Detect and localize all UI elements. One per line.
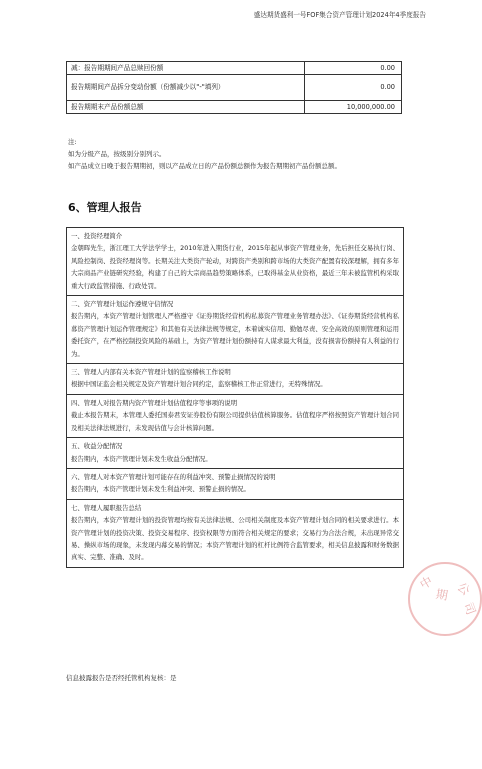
company-seal-stamp: 中 期 公 司 (408, 562, 482, 636)
row-value: 0.00 (305, 62, 402, 75)
block-title: 六、管理人对本资产管理计划可能存在的利益冲突、预警止损情况的说明 (71, 472, 276, 481)
block-title: 三、管理人内部有关本资产管理计划的监察稽核工作说明 (71, 368, 231, 377)
block-title: 一、投资经理简介 (71, 232, 123, 240)
block-text: 根据中国证监会相关规定及资产管理计划合同约定，监察稽核工作正常进行，无特殊情况。 (71, 380, 327, 389)
table-notes (68, 136, 408, 172)
row-label: 报告期期末产品份额总额 (67, 101, 305, 114)
report-header: 盛达期货盛利一号FOF集合资产管理计划2024年4季度报告 (253, 11, 426, 19)
notes-label: 注: (68, 138, 77, 146)
section-title: 6、管理人报告 (68, 201, 142, 214)
report-block (67, 500, 403, 567)
note-line: 如为分级产品，按级别分别列示。 (68, 150, 166, 158)
note-line: 如产品成立日晚于报告期期初，则以产品成立日的产品份额总额作为报告期期初产品份额总额。 (68, 162, 341, 170)
block-text: 报告期内，本资产管理计划的投资管理均按有关法律法规、公司相关制度及本资产管理计划合同的相关要求进行。本资产管理计划的投资决策、投资交易程序、投资权限等方面符合相关规定的要求；交易行为合法合规，未出现异常交易、操纵市场的现象，未发现内幕交易的情况；本资产管理计划的杠杆比例符合监管要求，相关信息披露和财务数据真实、完整、准确、及时。 (71, 516, 399, 562)
report-block (67, 296, 403, 364)
report-block (67, 364, 403, 395)
block-text: 报告期内，本资产管理计划未发生收益分配情况。 (71, 454, 212, 463)
block-title: 五、收益分配情况 (71, 442, 123, 451)
report-block (67, 469, 403, 500)
report-block (67, 395, 403, 438)
table-row (67, 101, 402, 114)
report-block (67, 438, 403, 469)
block-text: 截止本报告期末，本管理人委托国泰君安证券股份有限公司提供估值核算服务。估值程序严格按照资产管理计划合同及相关法律法规进行，未发现估值与会计核算问题。 (71, 411, 399, 432)
footer-note: 信息披露报告是否经托管机构复核：是 (66, 674, 177, 682)
report-block (67, 228, 403, 296)
block-title: 二、资产管理计划运作遵规守信情况 (71, 300, 174, 309)
table-row (67, 62, 402, 75)
manager-report-box (66, 227, 404, 568)
row-label: 报告期期间产品拆分变动份额（份额减少以"-"填列） (67, 75, 305, 101)
block-text: 报告期内，本资产管理计划管理人严格遵守《证券期货经营机构私募资产管理业务管理办法》、《证券期货经营机构私募资产管理计划运作管理规定》和其他有关法律法规等规定，本着诚实信用、勤勉尽责、安全高效的原则管理和运用委托资产，在严格控制投资风险的基础上，为资产管理计划份额持有人谋求最大利益，没有损害份额持有人利益的行为。 (71, 312, 399, 358)
row-value: 0.00 (305, 75, 402, 101)
units-change-table (66, 61, 402, 114)
block-title: 四、管理人对报告期内资产管理计划估值程序等事项的说明 (71, 398, 238, 407)
block-text: 金朝晖先生，浙江理工大学法学学士，2010年进入期货行业，2015年起从事资产管理业务，先后担任交易执行岗、风险控制岗、投资经理岗等。长期关注大类资产轮动，对跨资产类别和跨市场的大类资产配置有较深理解，拥有多年大宗商品产业链研究经验，构建了自己的大宗商品趋势策略体系，已取得基金从业资格，最近三年未被监管机构采取重大行政监管措施、行政处罚。 (71, 244, 399, 290)
row-value: 10,000,000.00 (305, 101, 402, 114)
table-row (67, 75, 402, 101)
row-label: 减：报告期期间产品总赎回份额 (67, 62, 305, 75)
block-title: 七、管理人履职报告总结 (71, 503, 142, 512)
block-text: 报告期内，本资产管理计划未发生利益冲突、预警止损的情况。 (71, 485, 250, 494)
